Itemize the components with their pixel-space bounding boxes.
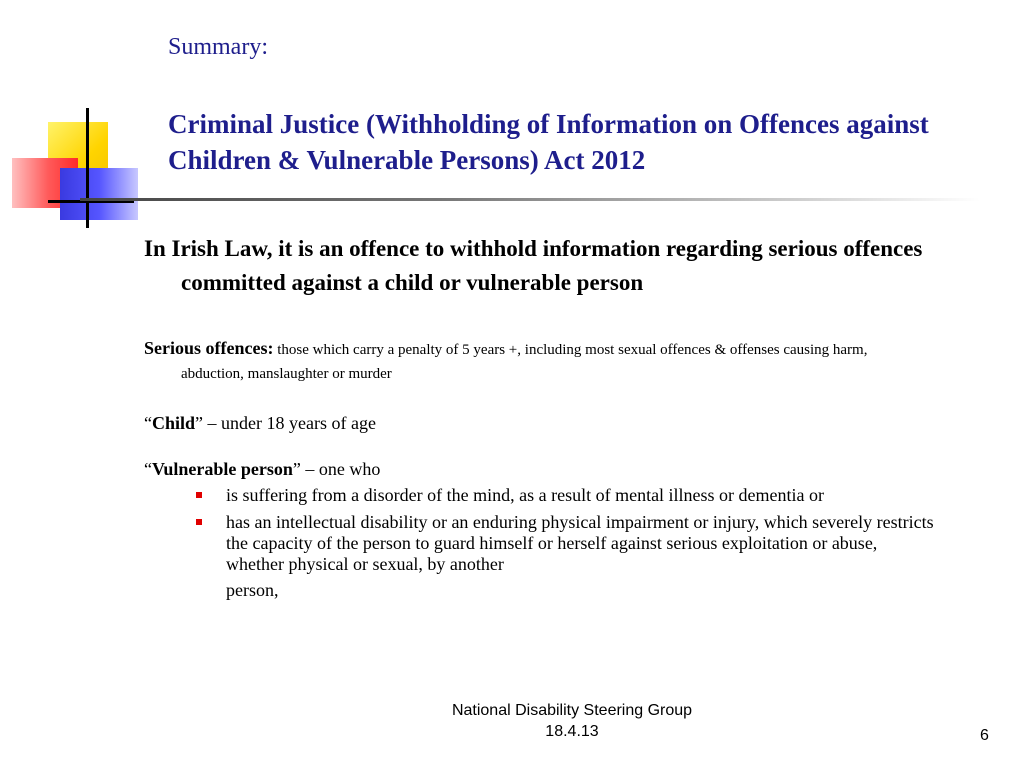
vulnerable-person-text: ” – one who <box>292 459 381 479</box>
child-label: Child <box>152 413 196 433</box>
child-open-quote: “ <box>144 413 152 433</box>
slide-subtitle: Summary: <box>168 34 268 60</box>
main-statement: In Irish Law, it is an offence to withhold information regarding serious offences committed against a child or vulnerable person <box>144 236 923 295</box>
bullet-text: has an intellectual disability or an enduring physical impairment or injury, which severely restricts the capacity of the person to guard himself or herself against serious exploitation or abuse, whether physical or sexual, by another <box>226 512 934 574</box>
slide-title: Criminal Justice (Withholding of Information on Offences against Children & Vulnerable Persons) Act 2012 <box>168 109 929 175</box>
vulnerable-open-quote: “ <box>144 459 152 479</box>
child-text: ” – under 18 years of age <box>195 413 376 433</box>
logo-blue-square <box>60 168 138 220</box>
vulnerable-person-definition <box>144 457 934 481</box>
logo-vertical-line <box>86 108 89 228</box>
footer-date: 18.4.13 <box>545 723 599 740</box>
bullet-text-continuation: person, <box>226 580 279 600</box>
list-item <box>144 485 934 506</box>
footer-org: National Disability Steering Group <box>451 702 693 719</box>
bullet-text: is suffering from a disorder of the mind, as a result of mental illness or dementia or <box>226 485 825 505</box>
page-number: 6 <box>980 727 989 744</box>
vulnerable-person-criteria <box>144 485 934 605</box>
slide-body <box>144 232 934 611</box>
decorative-logo <box>0 100 150 235</box>
footer <box>400 700 744 742</box>
serious-offences-definition <box>144 336 934 386</box>
red-square-bullet-icon <box>196 519 202 525</box>
serious-offences-label: Serious offences: <box>144 338 274 358</box>
child-definition <box>144 411 934 435</box>
red-square-bullet-icon <box>196 492 202 498</box>
serious-offences-text: those which carry a penalty of 5 years +, including most sexual offences & offenses causing harm, abduction, manslaughter or murder <box>181 342 868 382</box>
list-item <box>144 512 934 605</box>
title-divider <box>80 198 980 201</box>
vulnerable-person-label: Vulnerable person <box>152 459 293 479</box>
